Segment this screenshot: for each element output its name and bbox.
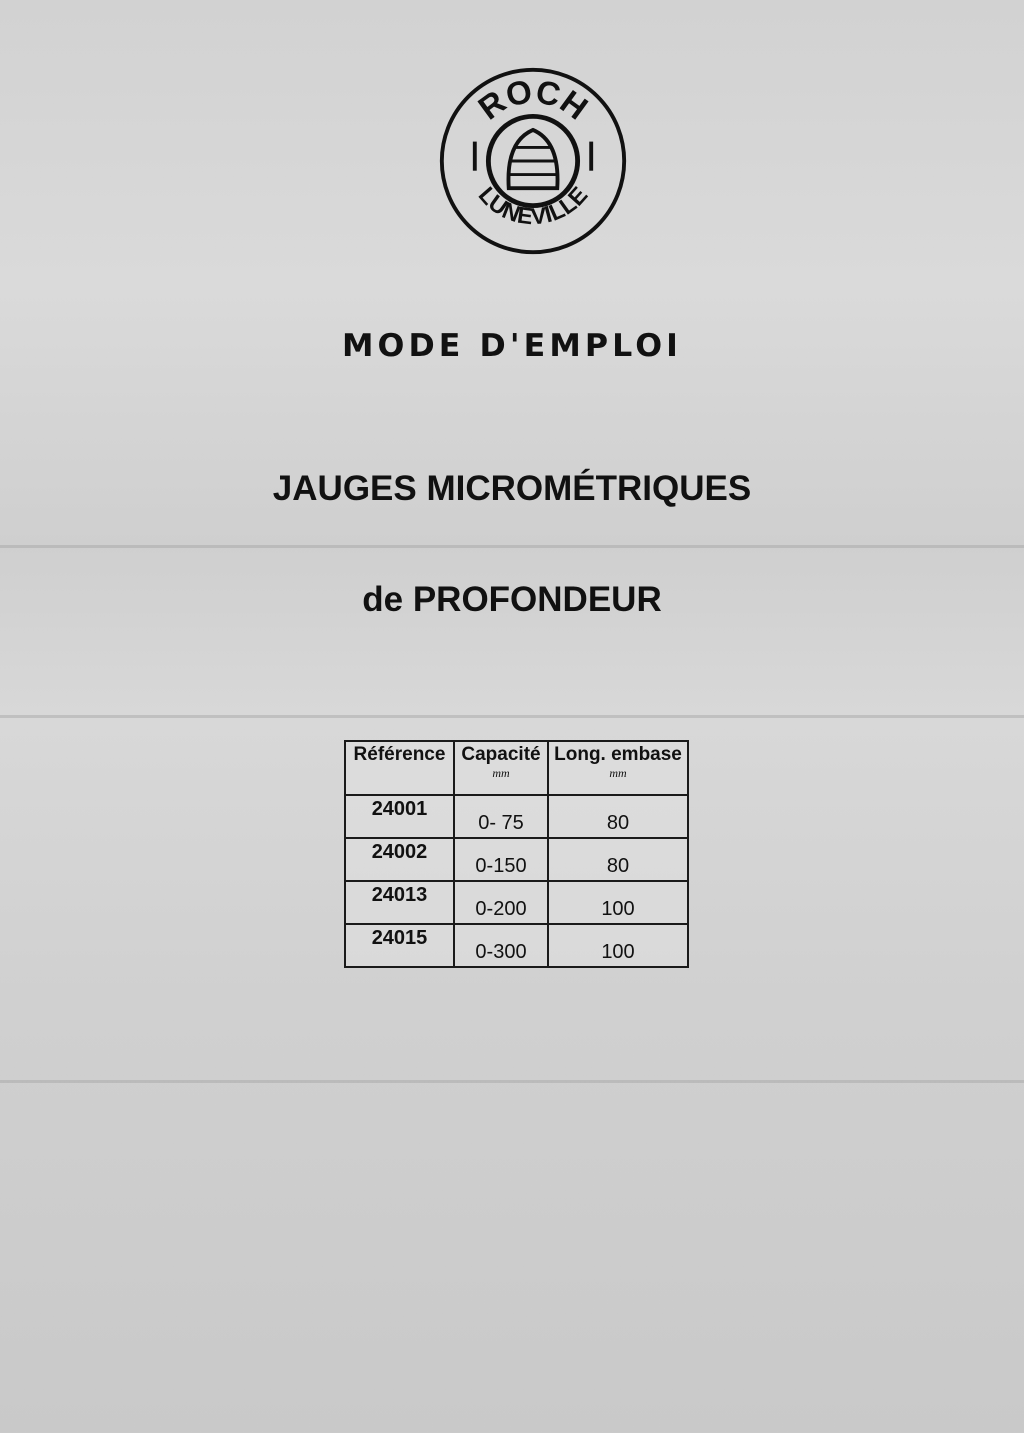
table-header-row <box>345 741 688 795</box>
column-header-base-length: Long. embase mm <box>548 741 688 795</box>
cell-reference: 24002 <box>345 838 454 881</box>
roch-luneville-logo <box>436 64 630 258</box>
paper-fold <box>0 545 1024 548</box>
table-row <box>345 881 688 924</box>
cell-base-length: 100 <box>548 881 688 924</box>
cell-capacity: 0-200 <box>454 881 548 924</box>
column-header-capacity: Capacité mm <box>454 741 548 795</box>
cell-capacity: 0-300 <box>454 924 548 967</box>
table-row <box>345 924 688 967</box>
cell-capacity: 0-150 <box>454 838 548 881</box>
cell-reference: 24013 <box>345 881 454 924</box>
paper-fold <box>0 1080 1024 1083</box>
cell-reference: 24001 <box>345 795 454 838</box>
cell-capacity: 0- 75 <box>454 795 548 838</box>
cell-base-length: 80 <box>548 838 688 881</box>
page-title: MODE D'EMPLOI <box>341 328 683 364</box>
subtitle: de PROFONDEUR <box>362 580 662 619</box>
table-row <box>345 838 688 881</box>
svg-text:ROCH: ROCH <box>471 72 595 127</box>
reference-table <box>344 740 689 968</box>
column-header-reference: Référence <box>345 741 454 795</box>
cell-reference: 24015 <box>345 924 454 967</box>
cell-base-length: 80 <box>548 795 688 838</box>
table-row <box>345 795 688 838</box>
paper-fold <box>0 715 1024 718</box>
svg-text:LUNEVILLE: LUNEVILLE <box>473 181 593 230</box>
cell-base-length: 100 <box>548 924 688 967</box>
subtitle: JAUGES MICROMÉTRIQUES <box>272 469 752 508</box>
